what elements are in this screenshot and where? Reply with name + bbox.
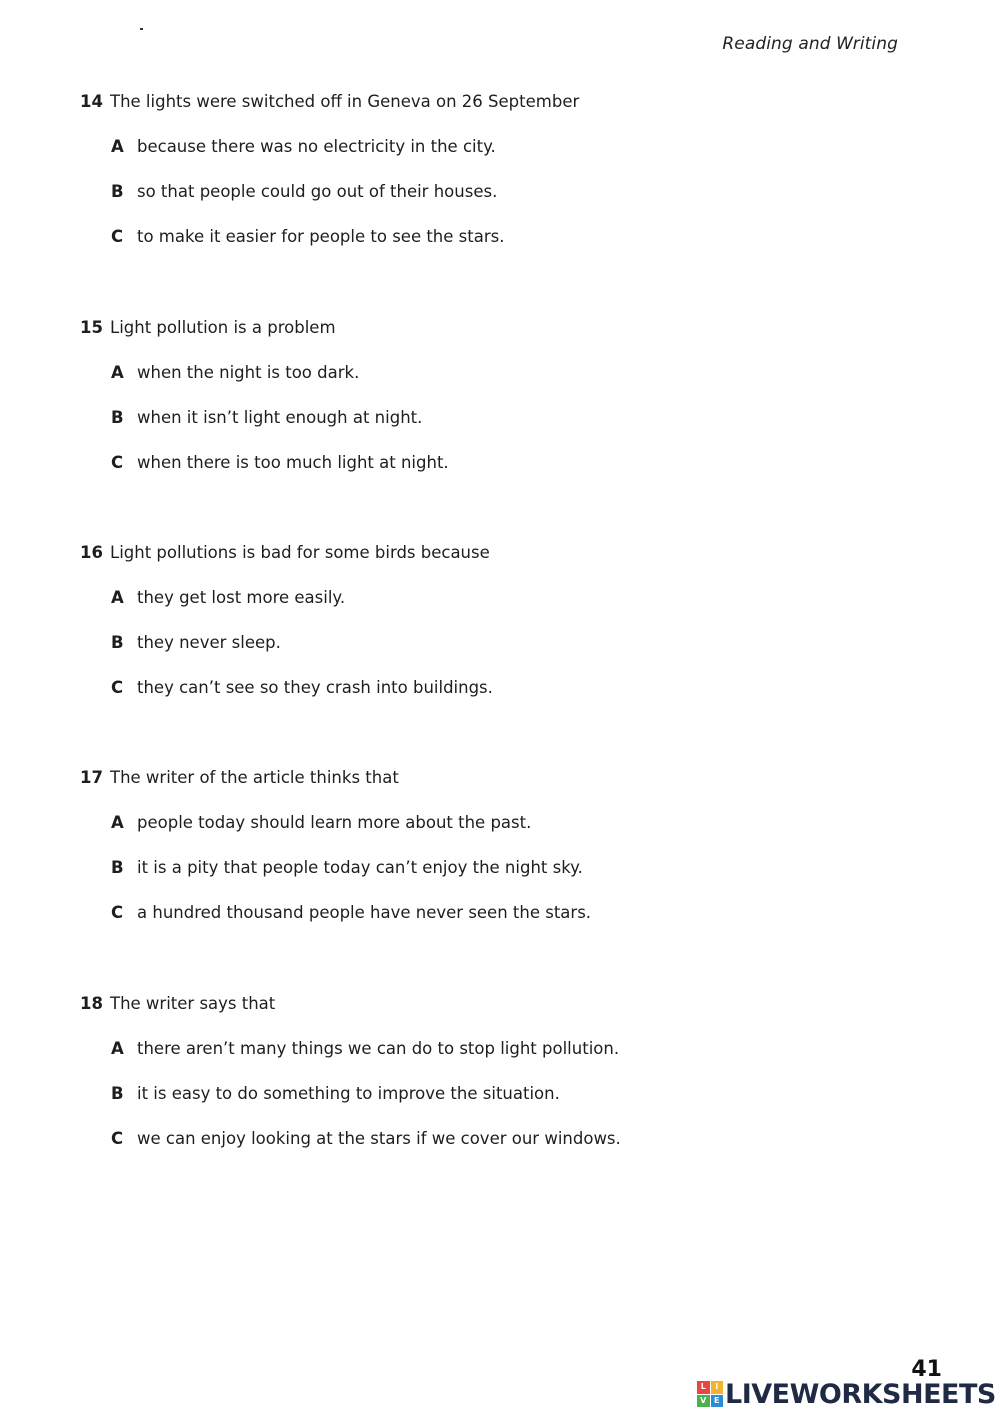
question-14: [80, 92, 780, 247]
question-17: [80, 768, 780, 923]
question-18: [80, 994, 780, 1149]
option-text: we can enjoy looking at the stars if we cover our windows.: [137, 1129, 621, 1148]
option-text: there aren’t many things we can do to stop light pollution.: [137, 1039, 620, 1058]
logo-tile: V: [697, 1395, 710, 1408]
option-c[interactable]: [111, 1129, 780, 1149]
option-letter: C: [111, 453, 124, 472]
stray-mark: [140, 28, 143, 30]
option-letter: A: [111, 1039, 124, 1058]
question-text: The writer of the article thinks that: [110, 768, 399, 787]
option-text: so that people could go out of their houses.: [137, 182, 498, 201]
question-text: The writer says that: [110, 994, 276, 1013]
option-text: when the night is too dark.: [137, 363, 360, 382]
question-stem: [80, 768, 780, 788]
option-text: it is a pity that people today can’t enjoy the night sky.: [137, 858, 583, 877]
option-a[interactable]: [111, 363, 780, 383]
option-text: because there was no electricity in the city.: [137, 137, 496, 156]
watermark-text: LIVEWORKSHEETS: [725, 1378, 996, 1410]
option-b[interactable]: [111, 633, 780, 653]
option-text: when it isn’t light enough at night.: [137, 408, 423, 427]
option-a[interactable]: [111, 588, 780, 608]
option-a[interactable]: [111, 137, 780, 157]
question-number: 15: [80, 318, 103, 337]
option-letter: B: [111, 408, 124, 427]
option-letter: C: [111, 903, 124, 922]
question-number: 18: [80, 994, 103, 1013]
logo-tile: L: [697, 1381, 710, 1394]
option-b[interactable]: [111, 182, 780, 202]
liveworksheets-watermark: [697, 1379, 996, 1409]
question-16: [80, 543, 780, 698]
option-c[interactable]: [111, 227, 780, 247]
logo-tile: E: [711, 1395, 724, 1408]
option-letter: C: [111, 678, 124, 697]
option-b[interactable]: [111, 1084, 780, 1104]
option-letter: A: [111, 363, 124, 382]
question-number: 17: [80, 768, 103, 787]
option-text: they can’t see so they crash into buildings.: [137, 678, 493, 697]
option-letter: C: [111, 227, 124, 246]
logo-tile: I: [711, 1381, 724, 1394]
option-letter: B: [111, 858, 124, 877]
question-stem: [80, 92, 780, 112]
section-header: Reading and Writing: [722, 34, 898, 54]
option-letter: C: [111, 1129, 124, 1148]
question-stem: [80, 994, 780, 1014]
question-text: Light pollution is a problem: [110, 318, 336, 337]
liveworksheets-logo-icon: [697, 1381, 723, 1407]
question-15: [80, 318, 780, 473]
option-c[interactable]: [111, 453, 780, 473]
option-letter: A: [111, 813, 124, 832]
option-a[interactable]: [111, 1039, 780, 1059]
question-number: 16: [80, 543, 103, 562]
question-number: 14: [80, 92, 103, 111]
option-letter: A: [111, 137, 124, 156]
option-letter: A: [111, 588, 124, 607]
option-text: they get lost more easily.: [137, 588, 346, 607]
option-b[interactable]: [111, 858, 780, 878]
option-a[interactable]: [111, 813, 780, 833]
option-text: a hundred thousand people have never seen the stars.: [137, 903, 592, 922]
question-stem: [80, 543, 780, 563]
option-letter: B: [111, 633, 124, 652]
question-text: The lights were switched off in Geneva on 26 September: [110, 92, 580, 111]
option-letter: B: [111, 1084, 124, 1103]
option-text: when there is too much light at night.: [137, 453, 449, 472]
option-text: they never sleep.: [137, 633, 281, 652]
option-c[interactable]: [111, 903, 780, 923]
option-text: to make it easier for people to see the stars.: [137, 227, 505, 246]
option-text: people today should learn more about the past.: [137, 813, 532, 832]
option-c[interactable]: [111, 678, 780, 698]
question-text: Light pollutions is bad for some birds because: [110, 543, 490, 562]
page-number: 41: [911, 1357, 942, 1382]
option-letter: B: [111, 182, 124, 201]
question-stem: [80, 318, 780, 338]
option-b[interactable]: [111, 408, 780, 428]
option-text: it is easy to do something to improve the situation.: [137, 1084, 560, 1103]
